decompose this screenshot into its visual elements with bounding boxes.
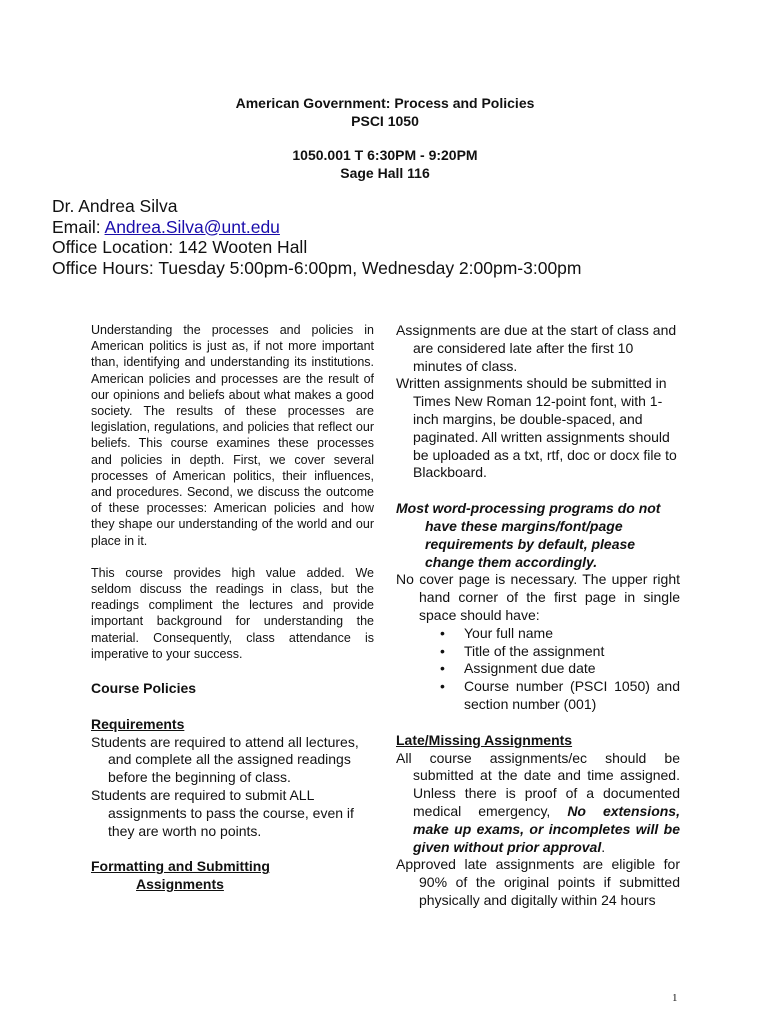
warning-paragraph: Most word-processing programs do not have these margins/font/page requirements by default, please change them accordingly. [396,500,661,570]
formatting-heading [91,858,374,894]
list-item: • Title of the assignment [440,643,680,661]
late-paragraph [396,750,680,857]
cover-item-list [396,625,680,714]
page-number: 1 [672,992,678,1004]
email-label: Email: [52,216,105,237]
requirement-submission: Students are required to submit ALL assignments to pass the course, even if they are worth no points. [91,787,354,839]
cover-paragraph: No cover page is necessary. The upper right hand corner of the first page in single space should have: [396,571,680,623]
course-title: American Government: Process and Policies [235,95,535,111]
instructor-name: Dr. Andrea Silva [52,196,178,216]
email-line [52,217,582,238]
right-column [396,322,680,910]
due-paragraph: Assignments are due at the start of class and are considered late after the first 10 minutes of class. [396,322,677,374]
value-paragraph: This course provides high value added. We seldom discuss the readings in class, but the readings compliment the lectures and provide important background for understanding the material. Consequently, class attendance is imperative to your success. [91,565,374,661]
office-location: Office Location: 142 Wooten Hall [52,237,308,257]
class-location: Sage Hall 116 [340,165,430,181]
requirement-attendance: Students are required to attend all lectures, and complete all the assigned readings before the beginning of class. [91,733,359,786]
intro-paragraph: Understanding the processes and policies in American politics is just as, if not more important than, identifying and understanding its institutions. American policies and processes are the result of our opinions and beliefs about what makes a good society. The results of these processes are legislation, regulations, and policies that reflect our beliefs. This course examines these processes and policies in depth. First, we cover several processes of American politics, their influences, and procedures. Second, we discuss the outcome of these processes: American policies and how they shape our understanding of the world and our place in it. [91,323,374,548]
left-column [91,322,374,894]
formatting-heading-line2: Assignments [136,876,224,893]
formatting-heading-line1: Formatting and Submitting [91,858,270,875]
written-paragraph: Written assignments should be submitted in Times New Roman 12-point font, with 1-inch margins, be double-spaced, and paginated. All written assignments should be uploaded as a txt, rtf, doc or docx file to Blackboard. [396,375,677,481]
section-time: 1050.001 T 6:30PM - 9:20PM [292,147,478,163]
requirements-heading: Requirements [91,715,185,732]
list-item: • Your full name [440,625,680,643]
course-header [0,94,770,182]
approved-paragraph: Approved late assignments are eligible for 90% of the original points if submitted physically and digitally within 24 hours [396,856,680,908]
list-item: • Assignment due date [440,660,680,678]
office-hours: Office Hours: Tuesday 5:00pm-6:00pm, Wednesday 2:00pm-3:00pm [52,257,582,278]
late-end: . [601,838,606,855]
instructor-contact [52,196,582,278]
late-heading: Late/Missing Assignments [396,731,573,748]
course-policies-heading: Course Policies [91,680,197,697]
late-text: All course assignments/ec should be submitted at the date and time assigned. Unless there is proof of a documented medical emergency, [396,749,680,819]
email-link[interactable]: Andrea.Silva@unt.edu [104,216,280,237]
late-emphasis: No extensions, make up exams, or incompletes will be given without prior approval [413,802,680,855]
course-code: PSCI 1050 [351,113,419,129]
list-item: • Course number (PSCI 1050) and section number (001) [440,678,680,714]
